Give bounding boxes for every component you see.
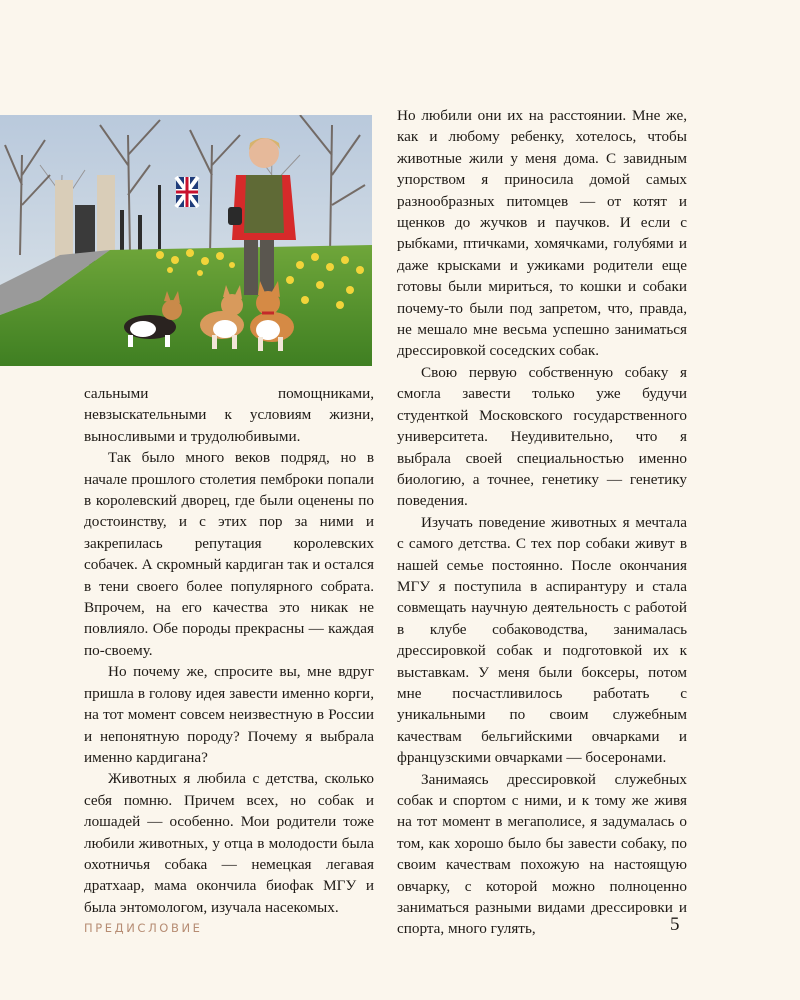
paragraph: Занимаясь дрессировкой служебных собак и спортом с ними, и к тому же живя на тот момент в мегаполисе, я задумалась о том, как хорошо было бы завести собаку, по своим качествам похожую на настоящую овчарку, с которой можно полноценно заниматься разными видами дрессировки и спорта, много гулять, bbox=[397, 770, 687, 938]
right-text-column bbox=[397, 105, 687, 940]
corgi-photo bbox=[0, 115, 372, 366]
paragraph: Но почему же, спросите вы, мне вдруг пришла в голову идея завести именно корги, на тот момент совсем неизвестную в России и непонятную породу? Почему я выбрала именно кардигана? bbox=[84, 663, 374, 766]
photo-illustration bbox=[0, 115, 372, 366]
paragraph: Так было много веков подряд, но в начале прошлого столетия пемброки попали в королевский дворец, где были оценены по достоинству, и с этих пор за ними и закрепилась репутация королевских собачек. А скромный кардиган так и остался в тени своего более популярного собрата. Впрочем, на его качества это никак не повлияло. Обе породы прекрасны — каждая по-своему. bbox=[84, 449, 374, 659]
left-text-column bbox=[84, 383, 374, 918]
paragraph: Но любили они их на расстоянии. Мне же, как и любому ребенку, хотелось, чтобы животные жили у меня дома. С завидным упорством я приносила домой самых разнообразных питомцев — от котят и щенков до жучков и паучков. И если с рыбками, птичками, хомячками, голубями и даже крысками и ужиками родители еще готовы были мириться, то кошки и собаки почему-то были под запретом, что, правда, не мешало мне весьма успешно заниматься дрессировкой соседских собак. bbox=[397, 107, 687, 360]
paragraph: Свою первую собственную собаку я смогла завести только уже будучи студенткой Московского государственного университета. Неудивительно, что я выбрала своей специальностью именно биологию, а точнее, генетику — генетику поведения. bbox=[397, 363, 687, 510]
paragraph: сальными помощниками, невзыскательными к условиям жизни, выносливыми и трудолюбивыми. bbox=[84, 385, 374, 445]
paragraph: Животных я любила с детства, сколько себя помню. Причем всех, но собак и лошадей — особенно. Мои родители тоже любили животных, у отца в молодости была охотничья собака — немецкая легавая дратхаар, мама окончила биофак МГУ и была энтомологом, изучала насекомых. bbox=[84, 770, 374, 916]
page-number: 5 bbox=[670, 914, 680, 935]
paragraph: Изучать поведение животных я мечтала с самого детства. С тех пор собаки живут в нашей семье постоянно. После окончания МГУ я поступила в аспирантуру и стала совмещать научную деятельность с работой в клубе собаководства, занималась дрессировкой собак и подготовкой их к выставкам. У меня были боксеры, потом мне посчастливилось работать с уникальными по своим служебным качествам бельгийскими овчарками и французскими овчарками — босеронами. bbox=[397, 513, 687, 767]
running-footer-section: ПРЕДИСЛОВИЕ bbox=[84, 921, 203, 935]
